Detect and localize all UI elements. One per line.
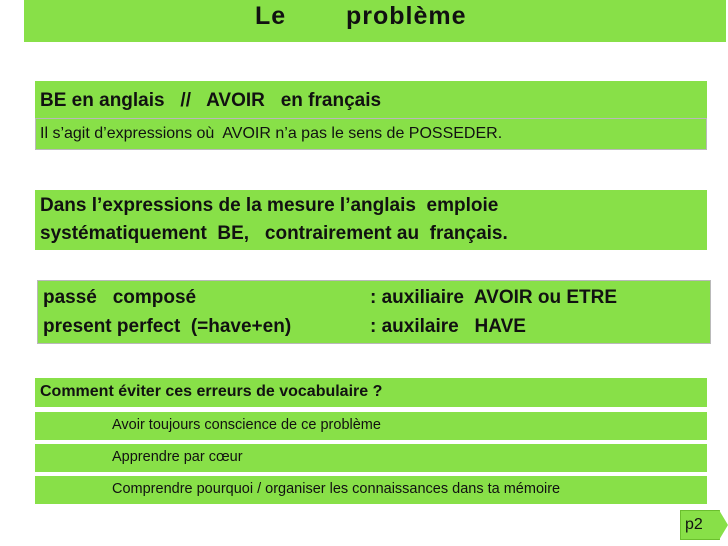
section3-row1-left: passé composé <box>43 287 197 308</box>
section1-heading: BE en anglais // AVOIR en français <box>40 90 382 111</box>
page-title: Le problème <box>255 2 467 30</box>
section4-question: Comment éviter ces erreurs de vocabulaire ? <box>40 383 383 400</box>
section3-row1-right: : auxiliaire AVOIR ou ETRE <box>370 287 618 308</box>
next-arrow-icon[interactable] <box>719 510 728 540</box>
page-number-badge[interactable]: p2 <box>680 510 720 540</box>
section3-row2-left: present perfect (=have+en) <box>43 316 292 337</box>
list-item: Avoir toujours conscience de ce problème <box>112 417 381 433</box>
list-item: Comprendre pourquoi / organiser les connaissances dans ta mémoire <box>112 481 561 497</box>
section2-line2: systématiquement BE, contrairement au français. <box>40 223 508 244</box>
section2-line1: Dans l’expressions de la mesure l’anglais emploie <box>40 195 499 216</box>
section3-row2-right: : auxilaire HAVE <box>370 316 526 337</box>
list-item: Apprendre par cœur <box>112 449 243 465</box>
section1-note: Il s’agit d’expressions où AVOIR n’a pas le sens de POSSEDER. <box>40 125 503 142</box>
